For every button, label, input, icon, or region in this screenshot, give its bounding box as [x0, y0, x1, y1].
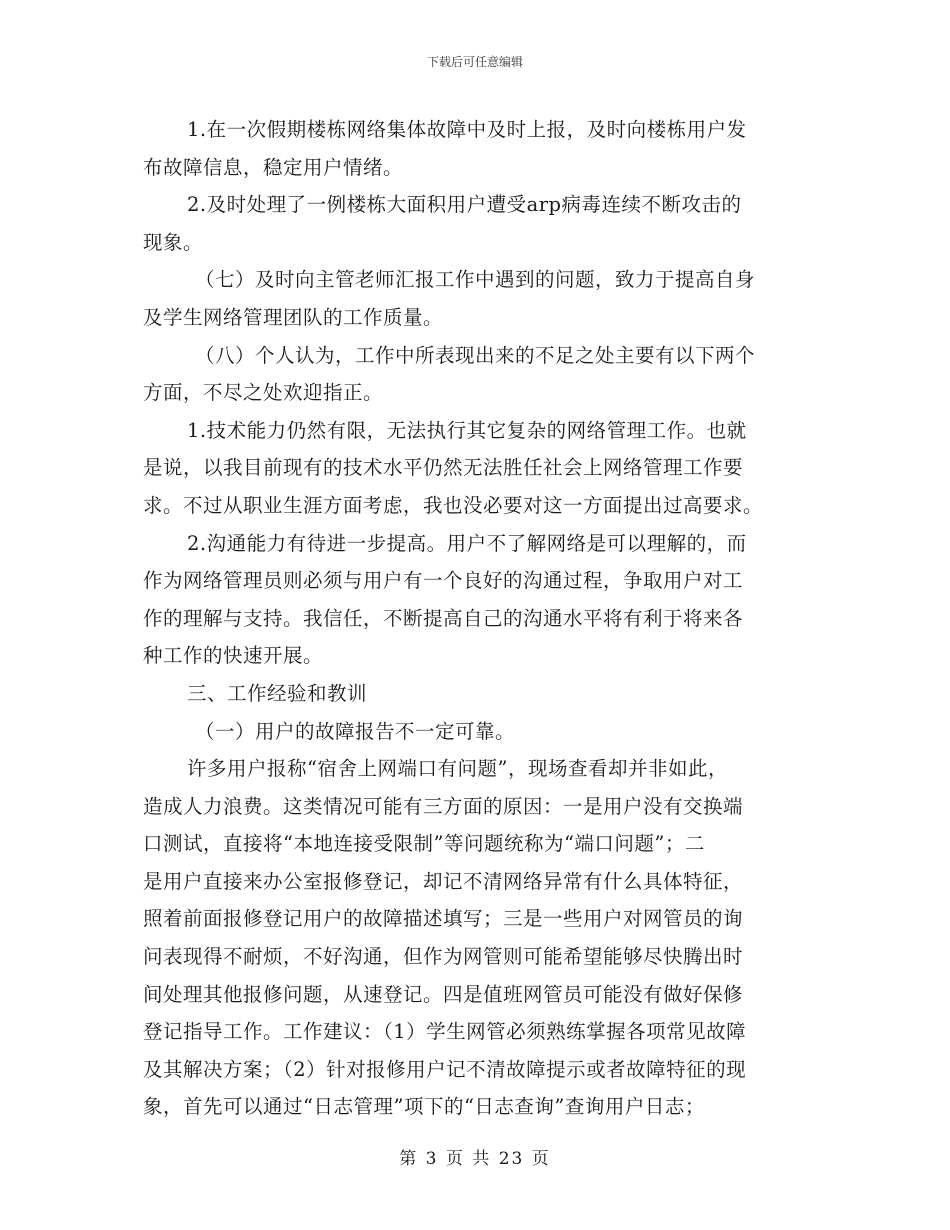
text-line: 造成人力浪费。这类情况可能有三方面的原因：一是用户没有交换端	[143, 794, 744, 818]
text-line: 登记指导工作。工作建议：（1）学生网管必须熟练掌握各项常见故障	[143, 1020, 747, 1044]
text-line: 三、工作经验和教训	[187, 681, 368, 705]
text-line: 问表现得不耐烦，不好沟通，但作为网管则可能希望能够尽快腾出时	[143, 945, 744, 969]
text-line: 是用户直接来办公室报修登记，却记不清网络异常有什么具体特征，	[143, 869, 744, 893]
text-line: 1.技术能力仍然有限，无法执行其它复杂的网络管理工作。也就	[187, 418, 747, 442]
text-line: 作的理解与支持。我信任，不断提高自己的沟通水平将有利于将来各	[143, 606, 744, 630]
text-line: 布故障信息，稳定用户情绪。	[143, 155, 404, 179]
text-line: 2.及时处理了一例楼栋大面积用户遭受arp病毒连续不断攻击的	[187, 193, 742, 217]
text-line: 及学生网络管理团队的工作质量。	[143, 305, 444, 329]
text-line: 现象。	[143, 230, 204, 254]
text-line: 照着前面报修登记用户的故障描述填写；三是一些用户对网管员的询	[143, 907, 744, 931]
text-line: 2.沟通能力有待进一步提高。用户不了解网络是可以理解的，而	[187, 531, 747, 555]
text-line: 种工作的快速开展。	[143, 644, 324, 668]
page-header: 下载后可任意编辑	[426, 55, 523, 69]
text-line: 是说，以我目前现有的技术水平仍然无法胜任社会上网络管理工作要	[143, 456, 744, 480]
text-line: 许多用户报称“宿舍上网端口有问题”，现场查看却并非如此，	[187, 757, 728, 781]
text-line: （一）用户的故障报告不一定可靠。	[195, 719, 516, 743]
text-line: （七）及时向主管老师汇报工作中遇到的问题，致力于提高自身	[195, 268, 756, 292]
document-body	[143, 111, 808, 1126]
text-line: 及其解决方案；（2）针对报修用户记不清故障提示或者故障特征的现	[143, 1057, 747, 1081]
text-line: （八）个人认为，工作中所表现出来的不足之处主要有以下两个	[195, 343, 756, 367]
page-footer: 第 3 页 共 23 页	[399, 1149, 551, 1169]
text-line: 方面，不尽之处欢迎指正。	[143, 381, 384, 405]
text-line: 间处理其他报修问题，从速登记。四是值班网管员可能没有做好保修	[143, 982, 744, 1006]
text-line: 口测试，直接将“本地连接受限制”等问题统称为“端口问题”；二	[143, 832, 705, 856]
text-line: 象，首先可以通过“日志管理”项下的“日志查询”查询用户日志；	[143, 1095, 705, 1119]
text-line: 求。不过从职业生涯方面考虑，我也没必要对这一方面提出过高要求。	[143, 493, 764, 517]
text-line: 1.在一次假期楼栋网络集体故障中及时上报，及时向楼栋用户发	[187, 118, 747, 141]
text-line: 作为网络管理员则必须与用户有一个良好的沟通过程，争取用户对工	[143, 569, 744, 593]
